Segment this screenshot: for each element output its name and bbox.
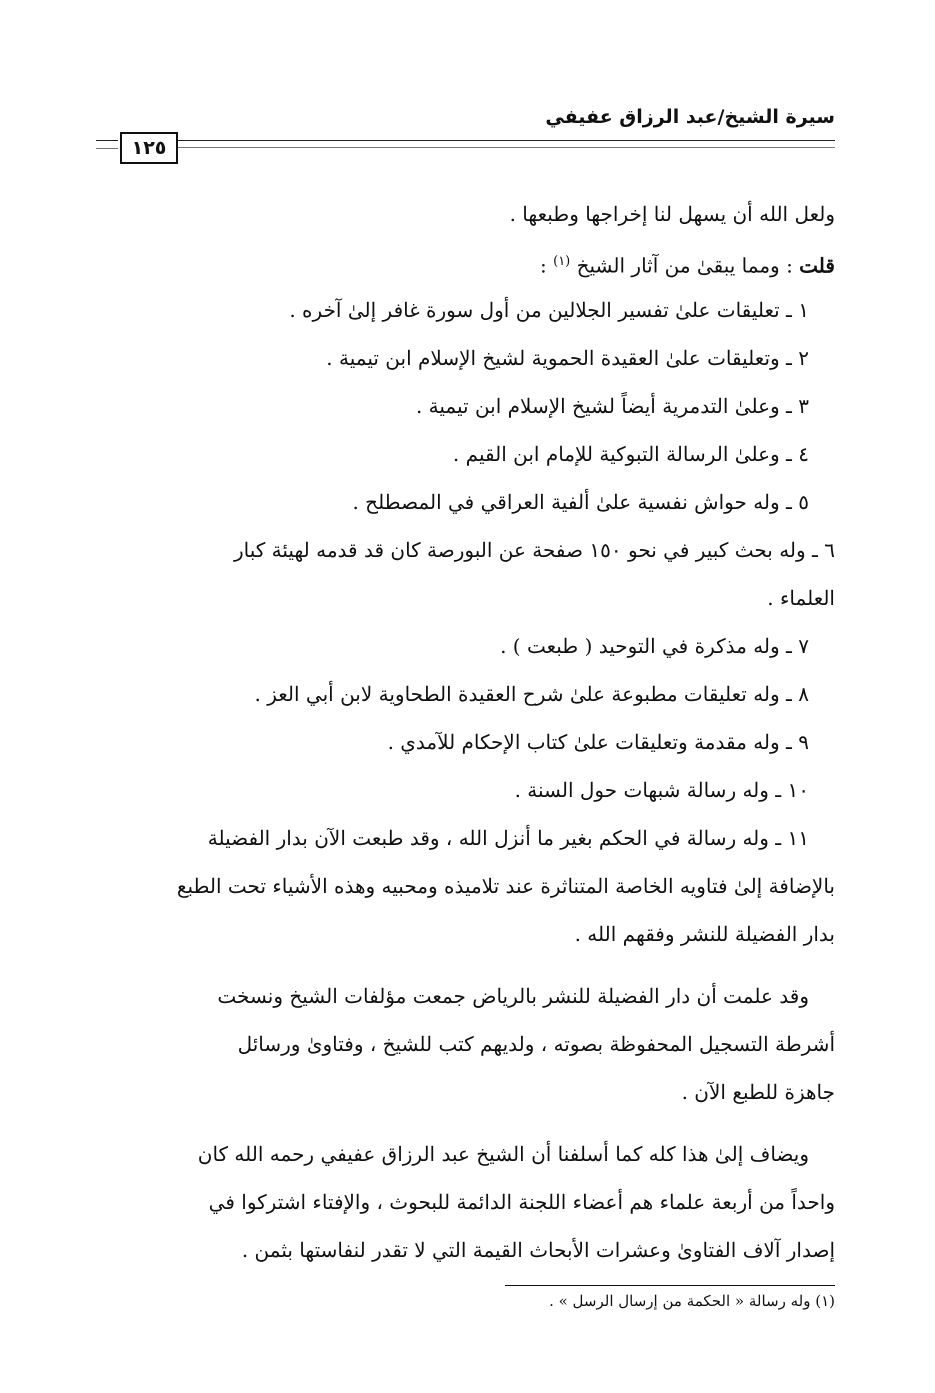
paragraph-line: ويضاف إلىٰ هذا كله كما أسلفنا أن الشيخ عبد الرزاق عفيفي رحمه الله كان (197, 1142, 809, 1166)
paragraph-gap (100, 1116, 835, 1130)
intro-line: ولعل الله أن يسهل لنا إخراجها وطبعها . (509, 202, 835, 226)
list-item: ٤ ـ وعلىٰ الرسالة التبوكية للإمام ابن القيم . (452, 442, 809, 466)
qult-word: قلت (799, 253, 835, 278)
list-item: ٩ ـ وله مقدمة وتعليقات علىٰ كتاب الإحكام للآمدي . (387, 730, 809, 754)
list-item-continued: العلماء . (767, 586, 835, 610)
list-item: ٢ ـ وتعليقات علىٰ العقيدة الحموية لشيخ الإسلام ابن تيمية . (326, 346, 809, 370)
paragraph-line: إصدار آلاف الفتاوىٰ وعشرات الأبحاث القيمة التي لا تقدر لنفاستها بثمن . (241, 1238, 835, 1262)
list-item: ١ ـ تعليقات علىٰ تفسير الجلالين من أول سورة غافر إلىٰ آخره . (289, 298, 809, 322)
list-item: ١١ ـ وله رسالة في الحكم بغير ما أنزل الله ، وقد طبعت الآن بدار الفضيلة (207, 826, 809, 850)
page-number: ١٢٥ (120, 132, 178, 164)
header-rule-top (176, 140, 835, 141)
paragraph-line: جاهزة للطبع الآن . (681, 1080, 835, 1104)
header-rule-bottom (176, 147, 835, 148)
paragraph-line: أشرطة التسجيل المحفوظة بصوته ، ولديهم كتب للشيخ ، وفتاوىٰ ورسائل (237, 1032, 835, 1056)
list-item: ١٠ ـ وله رسالة شبهات حول السنة . (514, 778, 809, 802)
list-item-continued: بدار الفضيلة للنشر وفقهم الله . (574, 922, 835, 946)
list-item: ٨ ـ وله تعليقات مطبوعة علىٰ شرح العقيدة الطحاوية لابن أبي العز . (254, 682, 809, 706)
header-rule-left (96, 140, 118, 149)
qult-colon: : (540, 253, 554, 278)
footnote-ref: (١) (553, 254, 571, 269)
list-item: ٣ ـ وعلىٰ التدمرية أيضاً لشيخ الإسلام ابن تيمية . (415, 394, 809, 418)
paragraph-gap (100, 958, 835, 972)
running-title: سيرة الشيخ/عبد الرزاق عفيفي (545, 106, 835, 128)
list-item: ٦ ـ وله بحث كبير في نحو ١٥٠ صفحة عن البورصة كان قد قدمه لهيئة كبار (233, 538, 835, 562)
qult-text: : ومما يبقىٰ من آثار الشيخ (576, 253, 800, 278)
list-item-continued: بالإضافة إلىٰ فتاويه الخاصة المتناثرة عند تلاميذه ومحبيه وهذه الأشياء تحت الطبع (176, 874, 835, 898)
list-item: ٧ ـ وله مذكرة في التوحيد ( طبعت ) . (500, 634, 809, 658)
footnote-rule (505, 1285, 835, 1286)
list-item: ٥ ـ وله حواش نفسية علىٰ ألفية العراقي في المصطلح . (352, 490, 809, 514)
main-text (100, 190, 835, 1274)
paragraph-line: واحداً من أربعة علماء هم أعضاء اللجنة الدائمة للبحوث ، والإفتاء اشتركوا في (208, 1190, 835, 1214)
qult-line (100, 238, 835, 286)
footnote: (١) وله رسالة « الحكمة من إرسال الرسل » . (549, 1292, 835, 1310)
paragraph-line: وقد علمت أن دار الفضيلة للنشر بالرياض جمعت مؤلفات الشيخ ونسخت (217, 984, 809, 1008)
